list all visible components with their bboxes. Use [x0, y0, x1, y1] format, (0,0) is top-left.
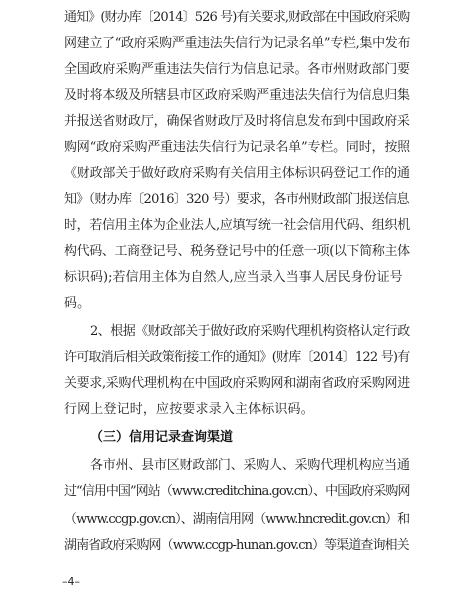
text-line: 关要求,采购代理机构在中国政府采购网和湖南省政府采购网进 — [64, 376, 410, 391]
text-line: 时，若信用主体为企业法人,应填写统一社会信用代码、组织机 — [64, 218, 410, 233]
text-line: 各市州、县市区财政部门、采购人、采购代理机构应当通 — [90, 458, 410, 473]
text-line: 全国政府采购严重违法失信行为信息记录。各市州财政部门要 — [64, 62, 410, 77]
text-line: 码。 — [64, 296, 91, 311]
text-line: 标识码);若信用主体为自然人,应当录入当事人居民身份证号 — [64, 270, 403, 285]
text-line: 2、根据《财政部关于做好政府采购代理机构资格认定行政 — [90, 324, 410, 339]
text-line: （www.ccgp.gov.cn）、湖南信用网（www.hncredit.gov.cn）和 — [64, 512, 410, 527]
text-line: 及时将本级及所辖县市区政府采购严重违法失信行为信息归集 — [64, 88, 410, 103]
text-line: 构代码、工商登记号、税务登记号中的任意一项(以下简称主体 — [64, 244, 410, 259]
text-line: 湖南省政府采购网（www.ccgp-hunan.gov.cn）等渠道查询相关 — [64, 538, 409, 553]
text-line: 知》（财办库〔2016〕320 号）要求，各市州财政部门报送信息 — [64, 192, 409, 207]
page-number: –4– — [62, 575, 80, 588]
text-line: 通知》(财办库〔2014〕526 号)有关要求,财政部在中国政府采购 — [64, 10, 410, 25]
text-line: 许可取消后相关政策衔接工作的通知》(财库〔2014〕122 号)有 — [64, 350, 410, 365]
text-line: 购网“政府采购严重违法失信行为记录名单”专栏。同时，按照 — [64, 140, 410, 155]
text-line: 《财政部关于做好政府采购有关信用主体标识码登记工作的通 — [64, 166, 410, 181]
section-heading: （三）信用记录查询渠道 — [90, 430, 234, 445]
text-line: 并报送省财政厅，确保省财政厅及时将信息发布到中国政府采 — [64, 114, 410, 129]
text-line: 行网上登记时，应按要求录入主体标识码。 — [64, 402, 314, 417]
text-line: 网建立了“政府采购严重违法失信行为记录名单”专栏,集中发布 — [64, 36, 411, 51]
text-line: 过“信用中国”网站（www.creditchina.gov.cn）、中国政府采购网 — [64, 484, 410, 499]
